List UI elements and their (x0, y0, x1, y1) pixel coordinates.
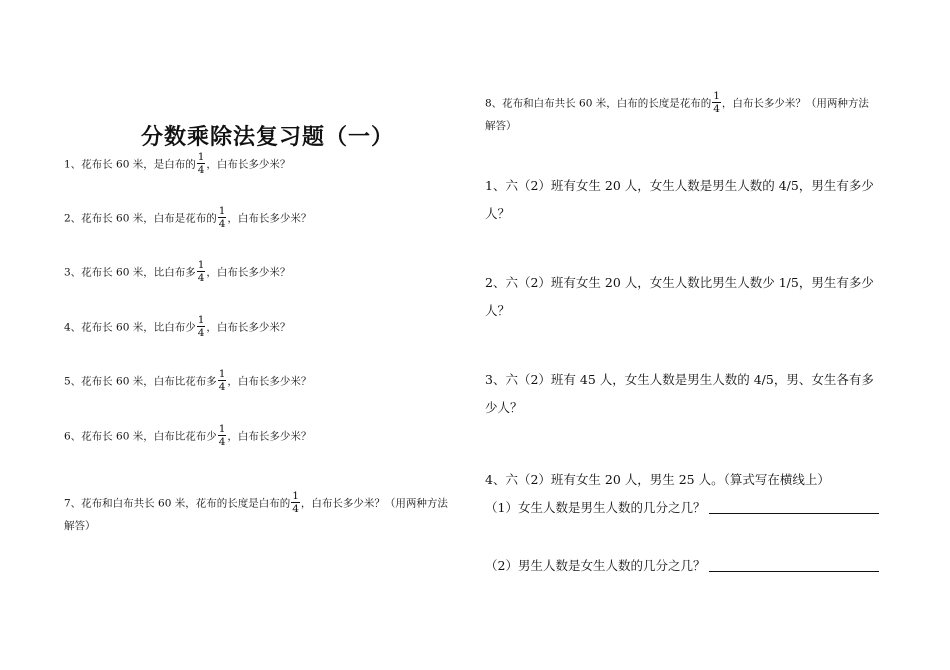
fraction: $\frac{1}{4}$ (197, 314, 205, 339)
fraction: $\frac{1}{4}$ (218, 368, 226, 393)
question-text: 5、花布长 60 米，白布比花布多 (64, 375, 217, 388)
question-text-continued: 人？ (485, 303, 511, 318)
question-text: 4、花布长 60 米，比白布少 (64, 321, 196, 334)
question-text: （2）男生人数是女生人数的几分之几？ (485, 558, 706, 573)
question-text: 8、花布和白布共长 60 米，白布的长度是花布的 (485, 97, 712, 110)
question-text: ，白布长多少米？ (206, 266, 291, 279)
answer-blank[interactable] (709, 571, 879, 572)
left-question-3 (64, 261, 290, 284)
question-text: 1、六（2）班有女生 20 人，女生人数是男生人数的 4/5，男生有多少 (485, 178, 874, 193)
sub-question-1 (485, 498, 879, 516)
fraction: $\frac{1}{4}$ (218, 423, 226, 448)
right-question-3 (485, 366, 885, 422)
question-text: （1）女生人数是男生人数的几分之几？ (485, 500, 706, 515)
answer-blank[interactable] (709, 513, 879, 514)
question-text: ，白布长多少米？ (227, 430, 312, 443)
question-text: 3、六（2）班有 45 人，女生人数是男生人数的 4/5，男、女生各有多 (485, 372, 874, 387)
question-text: 6、花布长 60 米，白布比花布少 (64, 430, 217, 443)
question-text-continued: 少人？ (485, 400, 523, 415)
left-question-5 (64, 370, 311, 393)
question-text: ，白布长多少米？ (206, 158, 291, 171)
question-text-continued: 解答） (64, 520, 96, 532)
fraction: $\frac{1}{4}$ (292, 490, 299, 515)
question-text: ，白布长多少米？ (227, 212, 312, 225)
right-question-2 (485, 269, 885, 325)
question-text: 3、花布长 60 米，比白布多 (64, 266, 196, 279)
question-text: 7、花布和白布共长 60 米，花布的长度是白布的 (64, 497, 291, 510)
question-text: 1、花布长 60 米，是白布的 (64, 158, 196, 171)
fraction: $\frac{1}{4}$ (197, 151, 205, 176)
right-question-4: 4、六（2）班有女生 20 人，男生 25 人。（算式写在横线上） (485, 472, 830, 487)
question-text: 2、六（2）班有女生 20 人，女生人数比男生人数少 1/5，男生有多少 (485, 275, 874, 290)
question-text: ，白布长多少米？ (206, 321, 291, 334)
sub-question-2 (485, 556, 879, 574)
left-question-2 (64, 207, 311, 230)
fraction: $\frac{1}{4}$ (197, 259, 205, 284)
fraction: $\frac{1}{4}$ (218, 205, 226, 230)
question-text-continued: 人？ (485, 206, 511, 221)
right-question-1 (485, 172, 885, 228)
fraction: $\frac{1}{4}$ (713, 90, 720, 115)
left-question-1 (64, 153, 290, 176)
question-text: ，白布长多少米？（用两种方法 (300, 497, 448, 510)
left-question-6 (64, 425, 311, 448)
left-question-4 (64, 316, 290, 339)
question-text: 2、花布长 60 米，白布是花布的 (64, 212, 217, 225)
left-question-7 (64, 492, 448, 537)
question-text: ，白布长多少米？ (227, 375, 312, 388)
page-title: 分数乘除法复习题（一） (141, 125, 395, 150)
right-question-8 (485, 92, 890, 137)
question-text-continued: 解答） (485, 120, 517, 132)
question-text: ，白布长多少米？（用两种方法 (721, 97, 869, 110)
